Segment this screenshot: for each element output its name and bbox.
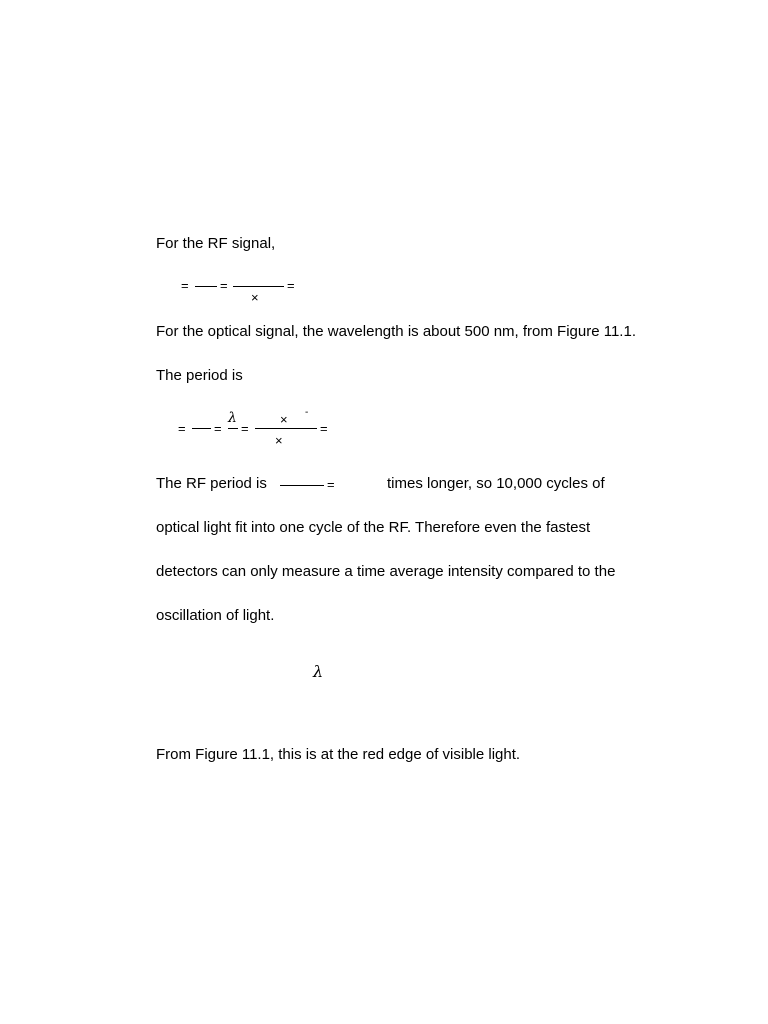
- rf-signal-intro: For the RF signal,: [156, 235, 276, 252]
- rf-period-label: The RF period is: [156, 475, 267, 492]
- paragraph-line: oscillation of light.: [156, 607, 275, 624]
- times-sign: ×: [280, 412, 288, 427]
- equals-sign: =: [181, 278, 189, 293]
- equals-sign: =: [320, 421, 328, 436]
- fraction-bar: [255, 428, 317, 429]
- equals-sign: =: [178, 421, 186, 436]
- equals-sign: =: [327, 477, 335, 492]
- lambda-symbol: λ: [228, 410, 237, 426]
- fraction-bar: [280, 485, 324, 486]
- equals-sign: =: [220, 278, 228, 293]
- wavelength-lambda-symbol: λ: [313, 662, 324, 681]
- period-intro: The period is: [156, 367, 243, 384]
- times-sign: ×: [251, 290, 259, 305]
- equals-sign: =: [214, 421, 222, 436]
- times-longer-text: times longer, so 10,000 cycles of: [387, 475, 605, 492]
- figure-note: From Figure 11.1, this is at the red edge of visible light.: [156, 746, 521, 763]
- times-sign: ×: [275, 433, 283, 448]
- exponent-minus: -: [305, 407, 309, 418]
- fraction-bar: [228, 428, 238, 429]
- paragraph-line: optical light fit into one cycle of the RF. Therefore even the fastest: [156, 519, 591, 536]
- optical-signal-text: For the optical signal, the wavelength is about 500 nm, from Figure 11.1.: [156, 323, 636, 340]
- fraction-bar: [195, 286, 217, 287]
- equals-sign: =: [287, 278, 295, 293]
- paragraph-line: detectors can only measure a time average intensity compared to the: [156, 563, 616, 580]
- equals-sign: =: [241, 421, 249, 436]
- fraction-bar: [233, 286, 284, 287]
- fraction-bar: [192, 428, 211, 429]
